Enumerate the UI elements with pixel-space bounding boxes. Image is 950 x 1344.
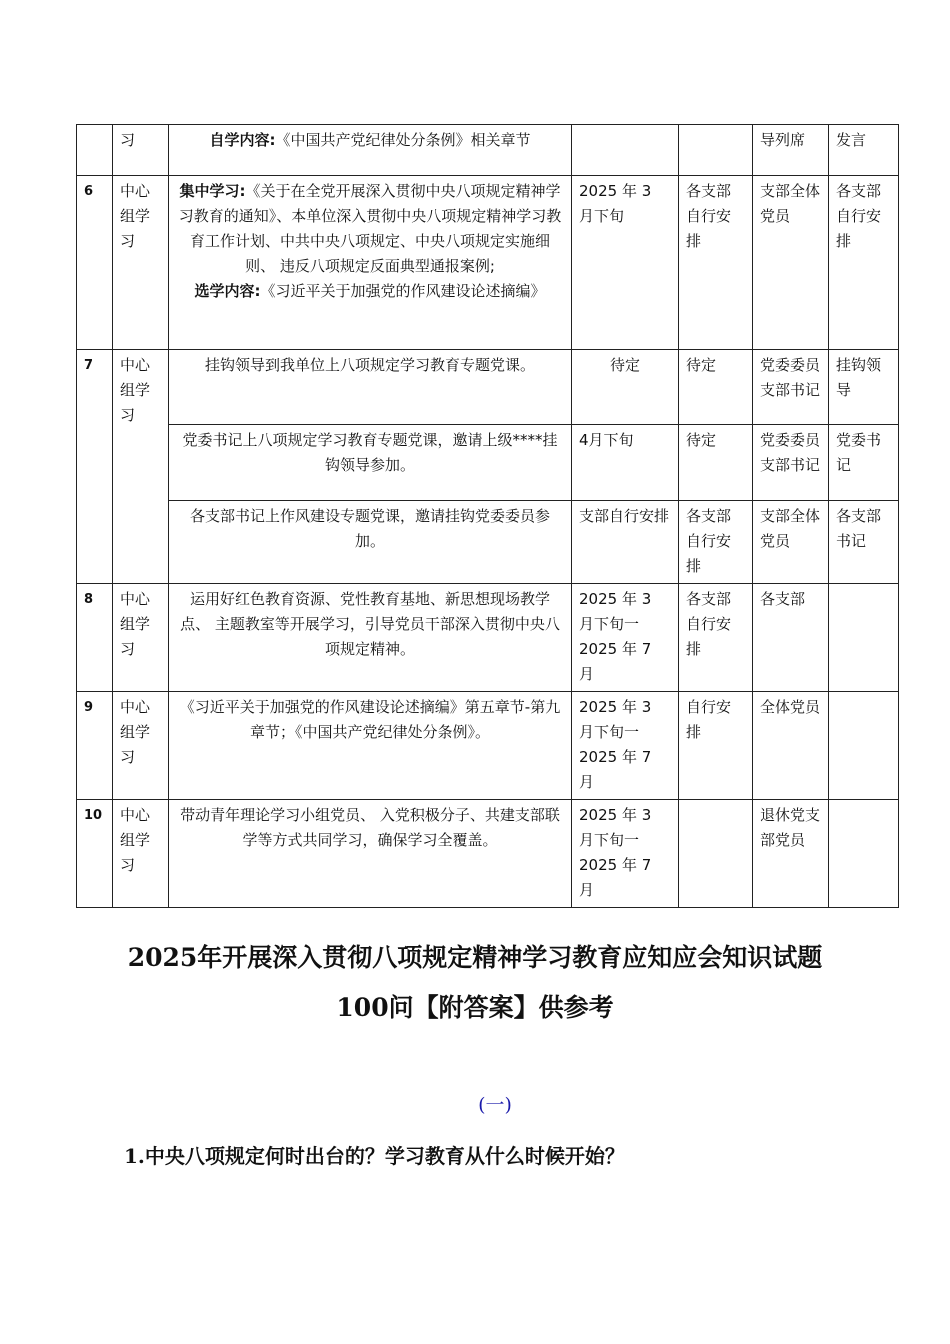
study-type: 中心组学习 xyxy=(113,584,169,692)
question-1: 1.中央八项规定何时出台的？学习教育从什么时候开始？ xyxy=(124,1144,625,1168)
speaker: 党委书记 xyxy=(829,425,899,501)
table-row xyxy=(77,425,899,501)
study-type: 中心组学习 xyxy=(113,176,169,350)
row-number: 7 xyxy=(77,350,113,584)
study-type: 中心组学习 xyxy=(113,350,169,584)
organizer: 各支部自行安排 xyxy=(679,501,753,584)
study-time: 2025 年 3 月下旬一 2025 年 7 月 xyxy=(572,692,679,800)
study-type: 中心组学习 xyxy=(113,692,169,800)
organizer: 各支部自行安排 xyxy=(679,584,753,692)
study-time: 2025 年 3 月下旬一 2025 年 7 月 xyxy=(572,800,679,908)
row-number: 9 xyxy=(77,692,113,800)
organizer: 待定 xyxy=(679,350,753,425)
organizer: 各支部自行安排 xyxy=(679,176,753,350)
document-title-line1: 2025年开展深入贯彻八项规定精神学习教育应知应会知识试题 xyxy=(127,943,823,972)
organizer xyxy=(679,125,753,176)
study-content: 带动青年理论学习小组党员、 入党积极分子、共建支部联学等方式共同学习，确保学习全覆盖。 xyxy=(169,800,572,908)
speaker: 发言 xyxy=(829,125,899,176)
study-time: 2025 年 3 月下旬 xyxy=(572,176,679,350)
speaker xyxy=(829,692,899,800)
table-row xyxy=(77,692,899,800)
organizer: 自行安排 xyxy=(679,692,753,800)
study-type: 习 xyxy=(113,125,169,176)
participants: 各支部 xyxy=(753,584,829,692)
participants: 导列席 xyxy=(753,125,829,176)
speaker: 挂钩领导 xyxy=(829,350,899,425)
table-row xyxy=(77,176,899,350)
speaker xyxy=(829,584,899,692)
study-time: 待定 xyxy=(572,350,679,425)
study-content: 集中学习:《关于在全党开展深入贯彻中央八项规定精神学习教育的通知》、本单位深入贯彻中央八项规定精神学习教育工作计划、中共中央八项规定、中央八项规定实施细则、 违反八项规定反面典型通报案例; 选学内容:《习近平关于加强党的作风建设论述摘编》 xyxy=(169,176,572,350)
study-time xyxy=(572,125,679,176)
study-content: 《习近平关于加强党的作风建设论述摘编》第五章节-第九章节；《中国共产党纪律处分条例》。 xyxy=(169,692,572,800)
study-content: 自学内容:《中国共产党纪律处分条例》相关章节 xyxy=(169,125,572,176)
study-time: 2025 年 3 月下旬一 2025 年 7 月 xyxy=(572,584,679,692)
section-heading: (一) xyxy=(478,1094,512,1116)
speaker: 各支部书记 xyxy=(829,501,899,584)
participants: 党委委员支部书记 xyxy=(753,350,829,425)
study-time: 支部自行安排 xyxy=(572,501,679,584)
organizer xyxy=(679,800,753,908)
participants: 全体党员 xyxy=(753,692,829,800)
row-number: 6 xyxy=(77,176,113,350)
table-row xyxy=(77,125,899,176)
row-number: 10 xyxy=(77,800,113,908)
study-content: 各支部书记上作风建设专题党课，邀请挂钩党委委员参加。 xyxy=(169,501,572,584)
study-type: 中心组学习 xyxy=(113,800,169,908)
participants: 支部全体党员 xyxy=(753,176,829,350)
participants: 支部全体党员 xyxy=(753,501,829,584)
organizer: 待定 xyxy=(679,425,753,501)
table-row xyxy=(77,800,899,908)
speaker: 各支部自行安排 xyxy=(829,176,899,350)
participants: 退休党支部党员 xyxy=(753,800,829,908)
study-time: 4月下旬 xyxy=(572,425,679,501)
study-content: 运用好红色教育资源、党性教育基地、新思想现场教学点、 主题教室等开展学习，引导党员干部深入贯彻中央八项规定精神。 xyxy=(169,584,572,692)
document-title-line2: 100问【附答案】供参考 xyxy=(336,993,614,1022)
table-row xyxy=(77,350,899,425)
study-schedule-table xyxy=(76,124,899,908)
study-content: 党委书记上八项规定学习教育专题党课，邀请上级****挂钩领导参加。 xyxy=(169,425,572,501)
study-content: 挂钩领导到我单位上八项规定学习教育专题党课。 xyxy=(169,350,572,425)
speaker xyxy=(829,800,899,908)
table-row xyxy=(77,584,899,692)
row-number: 8 xyxy=(77,584,113,692)
row-number xyxy=(77,125,113,176)
table-row xyxy=(77,501,899,584)
participants: 党委委员支部书记 xyxy=(753,425,829,501)
